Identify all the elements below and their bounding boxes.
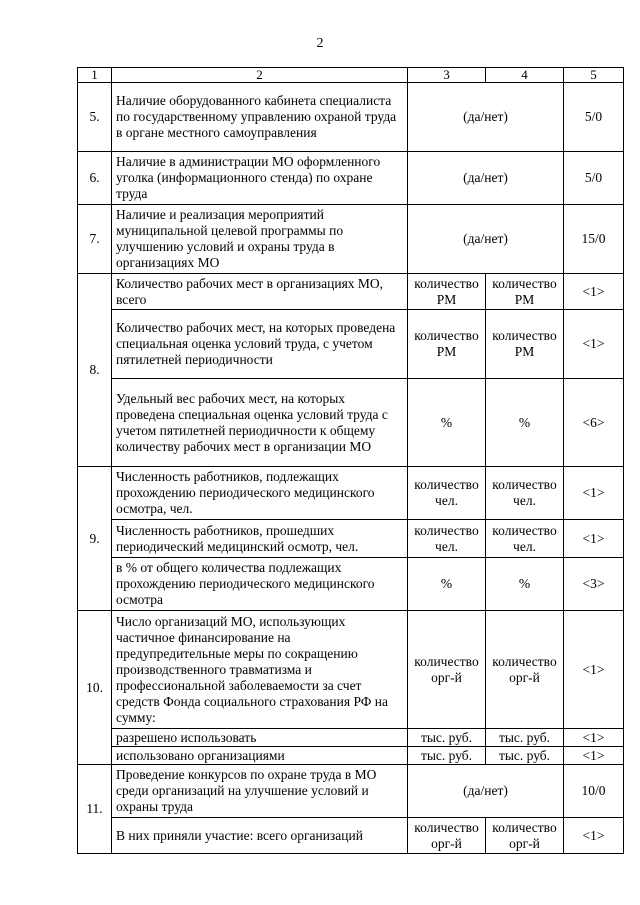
row-description: Проведение конкурсов по охране труда в МО среди организаций на улучшение условий и охраны труда [112, 765, 408, 818]
row-number: 10. [78, 611, 112, 765]
row-description: разрешено использовать [112, 729, 408, 747]
row-col4: количество орг-й [486, 818, 564, 854]
row-description: Численность работников, подлежащих прохождению периодического медицинского осмотра, чел. [112, 467, 408, 520]
row-col3: тыс. руб. [408, 747, 486, 765]
row-description: Наличие и реализация мероприятий муниципальной целевой программы по улучшению условий и охраны труда в организациях МО [112, 205, 408, 274]
table-row [78, 83, 624, 152]
row-col3: количество РМ [408, 310, 486, 379]
row-col3: % [408, 558, 486, 611]
row-score: 5/0 [564, 152, 624, 205]
row-col3: количество РМ [408, 274, 486, 310]
row-score: <1> [564, 310, 624, 379]
row-description: Количество рабочих мест, на которых проведена специальная оценка условий труда, с учетом пятилетней периодичности [112, 310, 408, 379]
row-description: В них приняли участие: всего организаций [112, 818, 408, 854]
table-row [78, 818, 624, 854]
row-score: <1> [564, 520, 624, 558]
row-description: использовано организациями [112, 747, 408, 765]
row-description: Наличие оборудованного кабинета специалиста по государственному управлению охраной труда в органе местного самоуправления [112, 83, 408, 152]
row-col4: количество РМ [486, 310, 564, 379]
row-number: 6. [78, 152, 112, 205]
row-score: 10/0 [564, 765, 624, 818]
table-header-row [78, 68, 624, 83]
row-score: <6> [564, 379, 624, 467]
table-row [78, 467, 624, 520]
row-col4: % [486, 558, 564, 611]
row-col4: количество РМ [486, 274, 564, 310]
row-description: Количество рабочих мест в организациях МО, всего [112, 274, 408, 310]
table-row [78, 310, 624, 379]
row-number: 5. [78, 83, 112, 152]
row-col4: количество чел. [486, 520, 564, 558]
header-cell: 4 [486, 68, 564, 83]
row-score: <3> [564, 558, 624, 611]
row-col3: % [408, 379, 486, 467]
header-cell: 2 [112, 68, 408, 83]
row-col3: количество орг-й [408, 611, 486, 729]
header-cell: 1 [78, 68, 112, 83]
row-description: в % от общего количества подлежащих прохождению периодического медицинского осмотра [112, 558, 408, 611]
table-row [78, 379, 624, 467]
row-score: <1> [564, 747, 624, 765]
row-number: 8. [78, 274, 112, 467]
row-col3: количество чел. [408, 467, 486, 520]
row-description: Наличие в администрации МО оформленного уголка (информационного стенда) по охране труда [112, 152, 408, 205]
criteria-table [77, 67, 624, 854]
row-number: 9. [78, 467, 112, 611]
table-row [78, 558, 624, 611]
table-row [78, 765, 624, 818]
row-score: <1> [564, 611, 624, 729]
table-row [78, 520, 624, 558]
table-row [78, 611, 624, 729]
page-number: 2 [316, 36, 324, 51]
row-score: <1> [564, 274, 624, 310]
table-row [78, 729, 624, 747]
header-cell: 5 [564, 68, 624, 83]
row-col4: количество орг-й [486, 611, 564, 729]
row-col4: тыс. руб. [486, 747, 564, 765]
row-unit: (да/нет) [408, 83, 564, 152]
row-col3: тыс. руб. [408, 729, 486, 747]
table-row [78, 205, 624, 274]
row-col4: количество чел. [486, 467, 564, 520]
row-col3: количество орг-й [408, 818, 486, 854]
row-score: <1> [564, 818, 624, 854]
row-score: 15/0 [564, 205, 624, 274]
row-col3: количество чел. [408, 520, 486, 558]
row-score: <1> [564, 467, 624, 520]
table-row [78, 274, 624, 310]
row-score: <1> [564, 729, 624, 747]
row-description: Удельный вес рабочих мест, на которых проведена специальная оценка условий труда с учетом пятилетней периодичности к общему количеству рабочих мест в организации МО [112, 379, 408, 467]
row-col4: тыс. руб. [486, 729, 564, 747]
row-description: Число организаций МО, использующих частичное финансирование на предупредительные меры по сокращению производственного травматизма и профессиональной заболеваемости за счет средств Фонда социального страхования РФ на сумму: [112, 611, 408, 729]
table-row [78, 152, 624, 205]
row-unit: (да/нет) [408, 205, 564, 274]
row-unit: (да/нет) [408, 765, 564, 818]
row-unit: (да/нет) [408, 152, 564, 205]
row-number: 11. [78, 765, 112, 854]
row-number: 7. [78, 205, 112, 274]
row-description: Численность работников, прошедших периодический медицинский осмотр, чел. [112, 520, 408, 558]
table-row [78, 747, 624, 765]
header-cell: 3 [408, 68, 486, 83]
row-col4: % [486, 379, 564, 467]
row-score: 5/0 [564, 83, 624, 152]
